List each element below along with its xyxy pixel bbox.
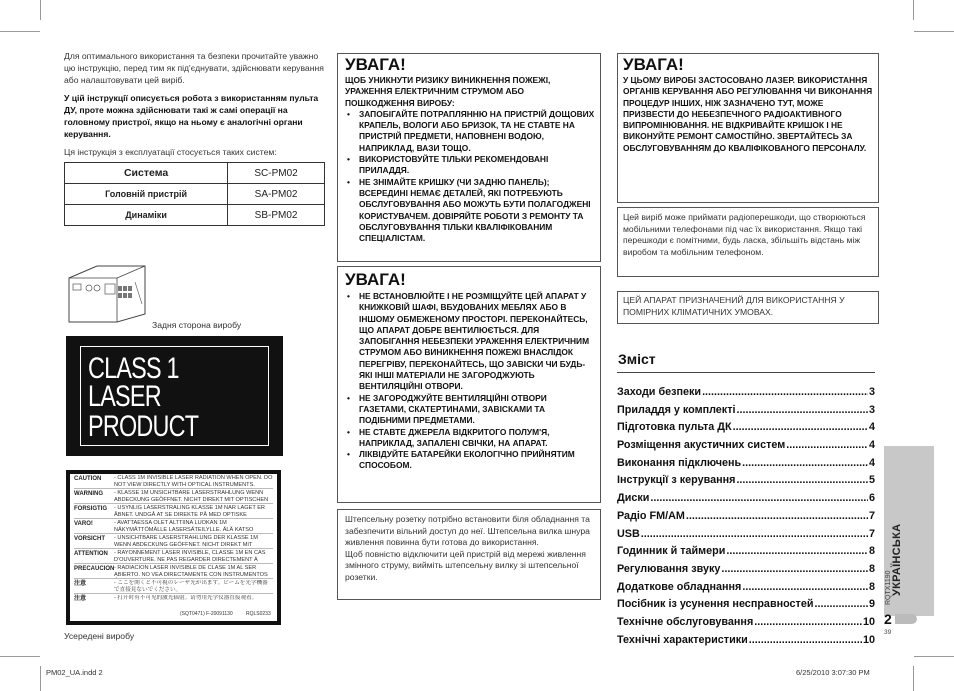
toc-item[interactable]	[617, 510, 875, 528]
systems-value: SB-PM02	[228, 205, 325, 226]
page-number-small: 39	[884, 629, 892, 636]
page-number: 2	[884, 611, 892, 627]
warning-label-row	[74, 594, 273, 608]
toc-item[interactable]	[617, 386, 875, 404]
laser-label-line2: LASER PRODUCT	[88, 380, 199, 443]
laser-warning-label	[66, 470, 281, 625]
crop-mark	[40, 0, 41, 20]
warning-label-row	[74, 549, 273, 564]
warning-label-key: CAUTION	[74, 476, 102, 482]
toc-item-page: 4	[868, 456, 875, 469]
toc-item-page: 3	[868, 403, 875, 416]
warning-label-key: WARNING	[74, 491, 103, 497]
warning-label-text: - RAYONNEMENT LASER INVISIBLE, CLASSE 1M EN CAS D'OUVERTURE. NE PAS REGARDER DIRECTEMENT À	[114, 550, 266, 563]
crop-mark	[0, 656, 40, 657]
toc-item-page: 4	[868, 421, 875, 434]
toc-item-label: USB	[617, 527, 640, 540]
crop-mark	[913, 666, 914, 691]
toc-item[interactable]	[617, 474, 875, 492]
toc-item-label: Розміщення акустичних систем	[617, 439, 786, 452]
toc-item-label: Технічні характеристики	[617, 633, 748, 646]
plug-note-paragraph: Штепсельну розетку потрібно встановити біля обладнання та забезпечити вільний доступ до неї. Штепсельна вилка шнура живлення повинна бути готова до використання.	[345, 514, 590, 548]
toc-item[interactable]	[617, 421, 875, 439]
warning-label-text: - ここを開くと不可視のレーザ光が出ます。ビームを光学機器で直接見ないでください。	[114, 580, 268, 593]
toc-item-label: Виконання підключень	[617, 456, 742, 469]
list-item: • НЕ ЗАГОРОДЖУЙТЕ ВЕНТИЛЯЦІЙНІ ОТВОРИ ГАЗЕТАМИ, СКАТЕРТИНАМИ, ЗАВІСКАМИ ТА ПОДІБНИМИ ПРЕДМЕТАМИ.	[345, 393, 595, 427]
toc-item[interactable]	[617, 457, 875, 475]
toc-item-label: Приладдя у комплекті	[617, 403, 736, 416]
crop-mark	[914, 31, 954, 32]
toc-item[interactable]	[617, 528, 875, 546]
toc-item[interactable]	[617, 563, 875, 581]
warning-body	[345, 291, 595, 472]
warning-box-fire	[337, 53, 601, 262]
rear-caption: Задня сторона виробу	[152, 320, 242, 330]
warning-label-text: - RADIACIÓN LASER INVISIBLE DE CLASE 1M AL SER ABIERTO. NO VEA DIRECTAMENTE CON INSTRUMENTOS	[114, 565, 268, 578]
list-item: • ВИКОРИСТОВУЙТЕ ТІЛЬКИ РЕКОМЕНДОВАНІ ПРИЛАДДЯ.	[345, 154, 595, 177]
toc-item-label: Радіо FM/AM	[617, 509, 685, 522]
warning-label-text: - CLASS 1M INVISIBLE LASER RADIATION WHEN OPEN. DO NOT VIEW DIRECTLY WITH OPTICAL INSTRUMENTS.	[114, 475, 273, 488]
toc-item-page: 7	[868, 527, 875, 540]
toc-item-page: 4	[868, 439, 875, 452]
warning-label-code: RQLS0233	[246, 611, 271, 617]
toc-item-label: Регулювання звуку	[617, 562, 721, 575]
warning-body	[345, 75, 595, 244]
warning-label-key: ATTENTION	[74, 551, 108, 557]
warning-label-row	[74, 489, 273, 504]
toc-item[interactable]	[617, 439, 875, 457]
warning-lead: ЩОБ УНИКНУТИ РИЗИКУ ВИНИКНЕННЯ ПОЖЕЖІ, УРАЖЕННЯ ЕЛЕКТРИЧНИМ СТРУМОМ АБО ПОШКОДЖЕННЯ ВИРОБУ:	[345, 75, 551, 108]
toc-item-page: 7	[868, 509, 875, 522]
warning-label-text: - AVATTAESSA OLET ALTTIINA LUOKAN 1M NÄKYMÄTTÖMÄLLE LASERSÄTEILYLLE. ÄLÄ KATSO	[114, 520, 254, 533]
toc-item-label: Підготовка пульта ДК	[617, 421, 732, 434]
toc-item-label: Диски	[617, 492, 650, 505]
table-of-contents	[617, 386, 875, 651]
toc-item-page: 8	[868, 545, 875, 558]
toc-item-page: 10	[862, 633, 875, 646]
warning-label-key: FORSIGTIG	[74, 506, 107, 512]
warning-label-text: - 打开时有不可见的激光辐射。请勿用光学仪器直接观看。	[114, 595, 258, 601]
plug-note	[345, 514, 595, 584]
radio-note-box	[617, 207, 879, 277]
toc-item[interactable]	[617, 404, 875, 422]
plug-note-box	[337, 509, 601, 600]
intro-remote-note: У цій інструкції описується робота з використанням пульта ДУ, проте можна здійснювати такі ж самі операції на головному пристрої, якщо на ньому є аналогічні органи керування.	[64, 93, 319, 139]
systems-label: Система	[65, 163, 228, 184]
laser-class-label	[66, 336, 283, 456]
warning-label-text: - KLASSE 1M UNSICHTBARE LASERSTRAHLUNG WENN ABDECKUNG GEÖFFNET. NICHT DIREKT MIT OPTISCHEN	[114, 490, 269, 503]
toc-item-page: 8	[868, 562, 875, 575]
toc-item[interactable]	[617, 598, 875, 616]
table-row	[65, 205, 325, 226]
footer-file: PM02_UA.indd 2	[46, 668, 103, 677]
intro-text	[64, 50, 326, 164]
toc-title: Зміст	[618, 351, 656, 367]
systems-value: SA-PM02	[228, 184, 325, 205]
list-item: • НЕ ЗНІМАЙТЕ КРИШКУ (ЧИ ЗАДНЮ ПАНЕЛЬ); ВСЕРЕДИНІ НЕМАЄ ДЕТАЛЕЙ, ЯКІ ПОТРЕБУЮТЬ ОБСЛУГОВУВАННЯ АБО МОЖУТЬ БУТИ ПОЛАГОДЖЕНІ КОРИСТУВАЧЕМ. ДОВІРЯЙТЕ РОБОТИ З РЕМОНТУ ТА ОБСЛУГОВУВАННЯ ТІЛЬКИ КВАЛІФІКОВАНИМ СПЕЦІАЛІСТАМ.	[345, 177, 595, 245]
toc-item-page: 9	[868, 598, 875, 611]
warning-title: УВАГА!	[345, 270, 406, 289]
footer-date: 6/25/2010 3:07:30 PM	[796, 668, 870, 677]
toc-item[interactable]	[617, 545, 875, 563]
crop-mark	[913, 0, 914, 20]
warning-body: У ЦЬОМУ ВИРОБІ ЗАСТОСОВАНО ЛАЗЕР. ВИКОРИСТАННЯ ОРГАНІВ КЕРУВАННЯ АБО РЕГУЛЮВАННЯ ЧИ ВИКОНАННЯ ПРОЦЕДУР ІНШИХ, НІЖ ЗАЗНАЧЕНО ТУТ, МОЖЕ ПРИЗВЕСТИ ДО НЕБЕЗПЕЧНОГО РАДІОАКТИВНОГО ВИПРОМІНЮВАННЯ. НЕ ВІДКРИВАЙТЕ КРИШОК І НЕ ВИКОНУЙТЕ РЕМОНТ САМОСТІЙНО. ЗВЕРТАЙТЕСЬ ЗА ОБСЛУГОВУВАННЯМ ДО КВАЛІФІКОВАНОГО ПЕРСОНАЛУ.	[623, 75, 873, 153]
toc-item-page: 10	[862, 615, 875, 628]
list-item: • НЕ СТАВТЕ ДЖЕРЕЛА ВІДКРИТОГО ПОЛУМ'Я, НАПРИКЛАД, ЗАПАЛЕНІ СВІЧКИ, НА АПАРАТ.	[345, 427, 595, 450]
rear-panel-illustration	[67, 264, 147, 324]
toc-item-page: 8	[868, 580, 875, 593]
toc-item-label: Додаткове обладнання	[617, 580, 742, 593]
divider	[617, 372, 875, 373]
toc-item-page: 3	[868, 386, 875, 398]
table-row	[65, 163, 325, 184]
warning-label-row	[74, 564, 273, 579]
toc-item-label: Технічне обслуговування	[617, 615, 754, 628]
toc-item-label: Посібник із усунення несправностей	[617, 598, 814, 611]
toc-item-page: 5	[868, 474, 875, 487]
toc-item-label: Годинник й таймери	[617, 545, 726, 558]
toc-item[interactable]	[617, 581, 875, 599]
intro-systems-line: Ця інструкція з експлуатації стосується таких систем:	[64, 147, 277, 157]
page-number-marker	[895, 614, 917, 624]
warning-box-laser	[617, 53, 879, 203]
table-row	[65, 184, 325, 205]
list-item: • ЛІКВІДУЙТЕ БАТАРЕЙКИ ЕКОЛОГІЧНО ПРИЙНЯТИМ СПОСОБОМ.	[345, 449, 595, 472]
warning-list	[345, 291, 595, 472]
warning-label-text: - UNSICHTBARE LASERSTRAHLUNG DER KLASSE 1M WENN ABDECKUNG GEÖFFNET. NICHT DIREKT MIT	[114, 535, 258, 548]
systems-table	[64, 162, 325, 226]
toc-item[interactable]	[617, 492, 875, 510]
warning-label-row	[74, 519, 273, 534]
warning-label-row	[74, 504, 273, 519]
warning-label-row	[74, 534, 273, 549]
crop-mark	[0, 31, 40, 32]
warning-label-code: (SQT0471) F-20091130	[180, 611, 233, 617]
intro-paragraph: Для оптимального використання та безпеки прочитайте уважно цю інструкцію, перед тим як під'єднувати, здійснювати керування або налаштовувати цей виріб.	[64, 51, 324, 85]
systems-label: Головній пристрій	[65, 184, 228, 205]
radio-note: Цей виріб може приймати радіоперешкоди, що створюються мобільними телефонами під час їх використання. Якщо такі перешкоди є помітними, будь ласка, збільшіть відстань між виробом та мобільним телефоном.	[623, 212, 866, 257]
warning-title: УВАГА!	[623, 55, 684, 74]
toc-item-label: Заходи безпеки	[617, 386, 702, 398]
crop-mark	[914, 656, 954, 657]
toc-item-page: 6	[868, 492, 875, 505]
warning-label-row	[74, 579, 273, 594]
warning-label-key: 注意	[74, 596, 87, 602]
inside-caption: Усередені виробу	[64, 631, 135, 641]
toc-item[interactable]	[617, 634, 875, 652]
document-code: RQTX1190	[885, 570, 892, 605]
climate-note: ЦЕЙ АПАРАТ ПРИЗНАЧЕНИЙ ДЛЯ ВИКОРИСТАННЯ У ПОМІРНИХ КЛІМАТИЧНИХ УМОВАХ.	[623, 295, 845, 317]
toc-item[interactable]	[617, 616, 875, 634]
warning-label-key: PRECAUCION	[74, 566, 115, 572]
warning-label-key: VORSICHT	[74, 536, 106, 542]
list-item: • ЗАПОБІГАЙТЕ ПОТРАПЛЯННЮ НА ПРИСТРІЙ ДОЩОВИХ КРАПЕЛЬ, ВОЛОГИ АБО БРИЗОК, ТА НЕ СТАВТЕ НА ПРИСТРІЙ ПРЕДМЕТИ, НАПОВНЕНІ ВОДОЮ, НАПРИКЛАД, ВАЗИ ТОЩО.	[345, 109, 595, 154]
warning-label-key: 注意	[74, 581, 87, 587]
climate-note-box	[617, 291, 879, 324]
warning-box-ventilation	[337, 266, 601, 503]
warning-label-text: - USYNLIG LASERSTRÅLING KLASSE 1M NÅR LÅGET ER ÅBNET. UNDGÅ AT SE DIREKTE PÅ MED OPTISKE	[114, 505, 265, 518]
warning-list	[345, 109, 595, 245]
list-item: • НЕ ВСТАНОВЛЮЙТЕ І НЕ РОЗМІЩУЙТЕ ЦЕЙ АПАРАТ У КНИЖКОВІЙ ШАФІ, ВБУДОВАНИХ МЕБЛЯХ АБО В ІНШОМУ ОБМЕЖЕНОМУ ПРОСТОРІ. ПЕРЕКОНАЙТЕСЬ, ЩО АПАРАТ ДОБРЕ ВЕНТИЛЮЄТЬСЯ. ДЛЯ ЗАПОБІГАННЯ НЕБЕЗПЕКИ УРАЖЕННЯ ЕЛЕКТРИЧНИМ СТРУМОМ АБО ВИНИКНЕННЯ ПОЖЕЖІ ВНАСЛІДОК ПЕРЕГРІВУ, ПЕРЕКОНАЙТЕСЬ, ЩО ЗАВІСКИ ЧИ БУДЬ-ЯКІ ІНШІ МАТЕРІАЛИ НЕ ЗАГОРОДЖУЮТЬ ВЕНТИЛЯЦІЙНІ ОТВОРИ.	[345, 291, 595, 393]
systems-label: Динаміки	[65, 205, 228, 226]
toc-item-label: Інструкції з керування	[617, 474, 736, 487]
laser-label-line1: CLASS 1	[88, 352, 179, 385]
label-frame	[70, 474, 277, 621]
language-tab-label: УКРАЇНСЬКА	[891, 523, 903, 596]
warning-title: УВАГА!	[345, 55, 406, 74]
systems-value: SC-PM02	[228, 163, 325, 184]
warning-label-row	[74, 474, 273, 489]
warning-label-key: VARO!	[74, 521, 93, 527]
crop-mark	[40, 666, 41, 691]
plug-note-paragraph: Щоб повністю відключити цей пристрій від мережі живлення змінного струму, вийміть штепсельну вилку зі штепсельної розетки.	[345, 548, 586, 582]
